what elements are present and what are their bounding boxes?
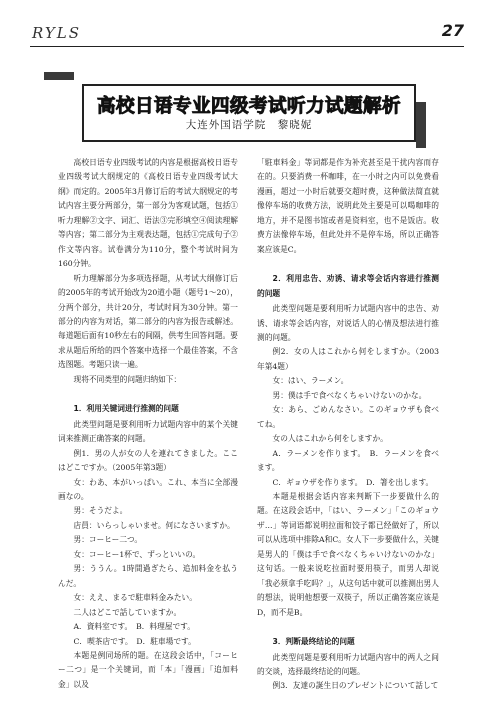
paragraph: 现将不同类型的问题归纳如下： [73,374,182,384]
dialogue-line: 男：ううん。1時間過ぎたら、追加料金を払うんだ。 [58,564,238,588]
dialogue-line: 女：はい、ラーメン。 [272,376,349,386]
dialogue-line: 男：僕は手で食べなくちゃいけないのかな。 [272,390,427,400]
answer-options: C．喫茶店です。 D．駐車場です。 [73,636,196,646]
dialogue-line: 男：コーヒー二つ。 [73,535,143,545]
question-line: 女の人はこれから何をしますか。 [272,434,388,444]
paragraph: 听力理解部分为多项选择题，从考试大纲修订后的2005年的考试开始改为20道小题（题号1～20），分两个部分，共计20分，考试时间为30分钟。第一部分的内容为对话，第二部分的内容为报告或解述。每道题后面有10秒左右的间隔，供考生回答问题。要求从题后所给的四个答案中选择一个最佳答案，不含选图题。考题只读一遍。 [58,273,238,370]
paragraph: 此类型问题是要利用听力试题内容中的忠告、劝诱、请求等会话内容，对说话人的心情及想法进行推测的问题。 [257,304,439,342]
example-question: 例2．女の人はこれから何をしますか。（2003年第4题） [257,347,439,371]
running-header [30,21,464,47]
answer-options: C．ギョウザを作ります。 D．箸を出します。 [272,477,434,487]
article-title: 高校日语专业四级考试听力试题解析 [96,96,401,117]
paragraph: 高校日语专业四级考试的内容是根据高校日语专业四级考试大纲规定的《高校日语专业四级考试大纲》而定的。2005年3月修订后的考试大纲规定的考试内容主要分两部分，第一部分为客观试题，包括①听力理解②文字、词汇、语法③完形填空④阅读理解等内容；第二部分为主观表达题，包括①完成句子②作文等内容。试卷满分为110分，整个考试时间为160分钟。 [58,158,238,269]
decorative-bar [416,102,426,148]
answer-options: A．資料室です。 B．料理屋です。 [73,622,195,632]
journal-logo: RYLS [32,24,81,42]
section-heading: 1．利用关键词进行推测的问题 [73,404,179,414]
dialogue-line: 男：そうだよ。 [73,506,128,516]
left-column [58,156,238,692]
question-line: 二人はどこで話していますか。 [73,607,182,617]
dialogue-line: 店員：いらっしゃいませ。何になさいますか。 [73,520,235,530]
decorative-bar [44,72,74,80]
example-question: 例3．友達の誕生日のプレゼントについて話して [272,681,439,691]
dialogue-line: 女：あら、ごめんなさい。このギョウザも食べてね。 [257,405,439,429]
paragraph: 此类型问题是要利用听力试题内容中的某个关键词来推测正确答案的问题。 [58,419,238,444]
dialogue-line: 女：ええ、まるで駐車料金みたい。 [73,593,197,603]
page-number: 27 [441,21,464,40]
answer-options: A．ラーメンを作ります。 B．ラーメンを食べます。 [257,448,439,473]
right-column [257,156,439,694]
paragraph: 「駐車料金」等词都是作为补充甚至是干扰内容而存在的。只要消费一杯咖啡，在一小时之内可以免费看漫画，超过一小时后就要交超时费，这种做法简直就像停车场的收费方法，说明此处主要是可以喝咖啡的地方，并不是图书馆或者是资料室，也不是饭店。收费方法像停车场，但此处并不是停车场，所以正确答案应该是C。 [257,158,439,254]
dialogue-line: 女：わあ、本がいっぱい。これ、本当に全部漫画なの。 [58,477,238,501]
title-box [82,84,416,142]
section-heading: 3．判断最终结论的问题 [272,637,355,647]
paragraph: 此类型问题是要利用听力试题内容中的两人之间的交谈，选择最终结论的问题。 [257,652,439,676]
dialogue-line: 女：コーヒー1杯で、ずっといいの。 [73,549,201,559]
section-heading: 2．利用忠告、劝诱、请求等会话内容进行推测的问题 [257,274,439,298]
paragraph: 本题是例同场所的题。在这段会话中，「コーヒー二つ」是一个关键词，而「本」「漫画」「追加料金」以及 [58,650,238,689]
author-byline: 大连外国语学院 黎晓妮 [185,119,313,131]
example-question: 例1．男の人が女の人を連れてきました。ここはどこですか。（2005年第3题） [58,448,238,473]
paragraph: 本题是根据会话内容来判断下一步要做什么的题。在这段会话中，「はい、ラーメン」「このギョウザ…」等词语都说明拉面和饺子都已经做好了，所以可以从选项中排除A和C。女人下一步要做什么，关键是男人的「僕は手で食べなくちゃいけないのかな」这句话。一般来说吃拉面时要用筷子，而男人却说「我必须拿手吃吗？」，从这句话中就可以推测出男人的想法，说明他想要一双筷子，所以正确答案应该是D，而不是B。 [257,491,439,617]
